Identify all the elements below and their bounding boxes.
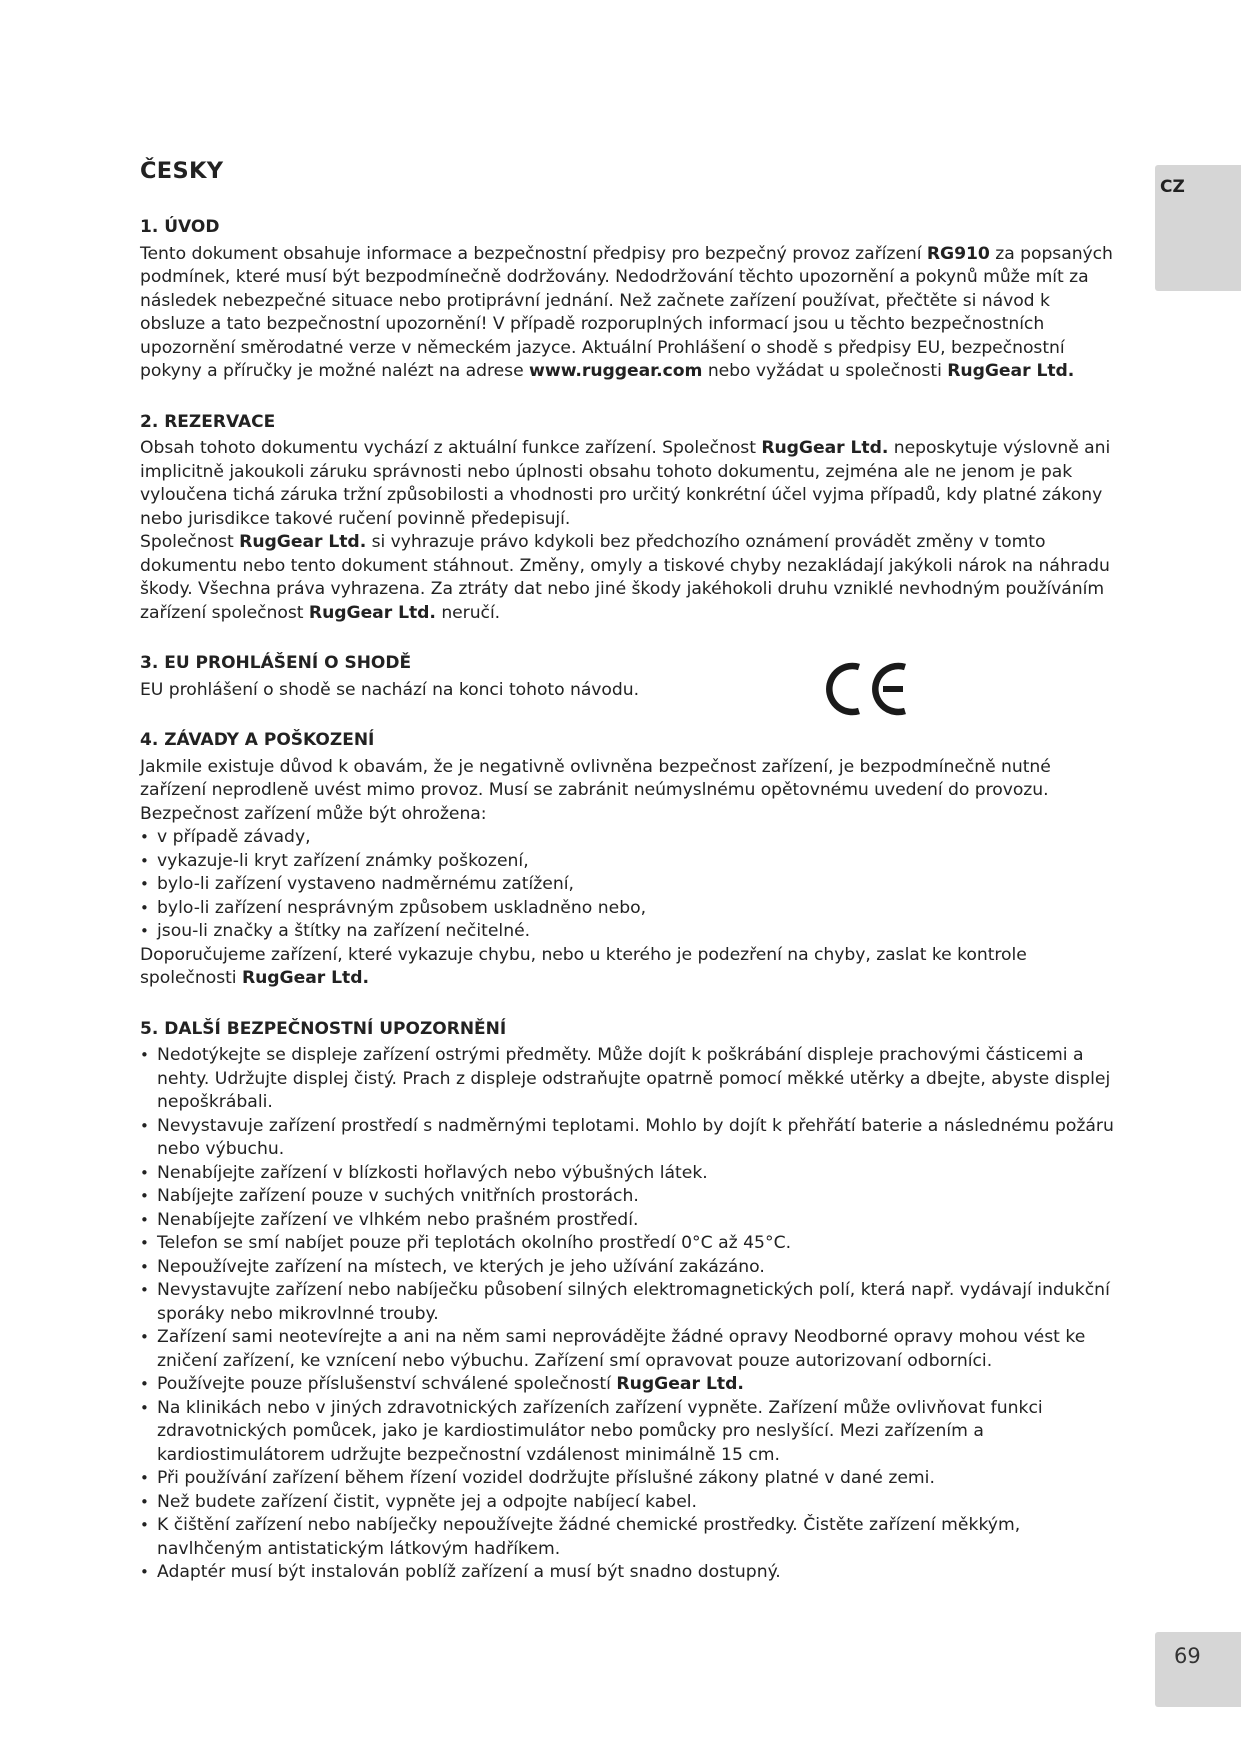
list-item: • Nepoužívejte zařízení na místech, ve kterých je jeho užívání zakázáno. (140, 1256, 1120, 1280)
section-title: 5. DALŠÍ BEZPEČNOSTNÍ UPOZORNĚNÍ (140, 1018, 507, 1039)
list-item: • Nevystavujte zařízení nebo nabíječku působení silných elektromagnetických polí, která např. vydávají indukční sporáky nebo mikrovlnné trouby. (140, 1279, 1120, 1326)
list-item: • Nenabíjejte zařízení ve vlhkém nebo prašném prostředí. (140, 1209, 1120, 1233)
language-tab (1155, 165, 1241, 291)
list-item: • Adaptér musí být instalován poblíž zařízení a musí být snadno dostupný. (140, 1561, 1120, 1585)
list-item: • Při používání zařízení během řízení vozidel dodržujte příslušné zákony platné v dané zemi. (140, 1467, 1120, 1491)
company-name: RugGear Ltd. (761, 438, 889, 458)
list-item: • Na klinikách nebo v jiných zdravotnických zařízeních zařízení vypněte. Zařízení může ovlivňovat funkci zdravotnických pomůcek, jako je kardiostimulátor nebo pomůcky pro neslyšící. Mezi zařízením a kardiostimulátorem udržujte bezpečnostní vzdálenost minimálně 15 cm. (140, 1397, 1120, 1468)
section-defects (140, 729, 1120, 991)
company-name: RugGear Ltd. (308, 602, 436, 623)
list-item: • Používejte pouze příslušenství schválené společností RugGear Ltd. (140, 1373, 1120, 1397)
section-safety (140, 1018, 1120, 1585)
page-number-tab (1155, 1632, 1241, 1707)
section-title: 2. REZERVACE (140, 411, 276, 432)
list-item: • Než budete zařízení čistit, vypněte jej a odpojte nabíjecí kabel. (140, 1491, 1120, 1515)
language-tab-label: CZ (1160, 177, 1185, 197)
company-name: RugGear Ltd. (241, 968, 369, 988)
page-content (140, 158, 1120, 1612)
list-item: • jsou-li značky a štítky na zařízení nečitelné. (140, 920, 1120, 944)
section-intro (140, 216, 1120, 384)
section-title: 3. EU PROHLÁŠENÍ O SHODĚ (140, 653, 412, 673)
company-name: RugGear Ltd. (616, 1374, 744, 1394)
reservation-paragraph-1: Obsah tohoto dokumentu vychází z aktuální funkce zařízení. Společnost RugGear Ltd. neposkytuje výslovně ani implicitně jakoukoli záruku správnosti nebo úplnosti obsahu tohoto dokumentu, zejména ale ne jenom je pak vyloučena tichá záruka tržní způsobilosti a vhodnosti pro určitý konkrétní účel vyjma případů, kdy platné zákony nebo jurisdikce takové ručení povinně předepisují. (140, 438, 1111, 529)
list-item: • Nevystavuje zařízení prostředí s nadměrnými teplotami. Mohlo by dojít k přehřátí baterie a následnému požáru nebo výbuchu. (140, 1115, 1120, 1162)
language-title: ČESKY (140, 158, 224, 184)
list-item: • Telefon se smí nabíjet pouze při teplotách okolního prostředí 0°C až 45°C. (140, 1232, 1120, 1256)
section-title: 4. ZÁVADY A POŠKOZENÍ (140, 730, 375, 750)
defects-paragraph-2: Doporučujeme zařízení, které vykazuje chybu, nebo u kterého je podezření na chyby, zaslat ke kontrole společnosti RugGear Ltd. (140, 944, 1027, 988)
eu-paragraph: EU prohlášení o shodě se nachází na konci tohoto návodu. (140, 679, 640, 700)
company-name: RugGear Ltd. (947, 361, 1075, 381)
section-title: 1. ÚVOD (140, 217, 220, 237)
section-reservation (140, 411, 1120, 626)
list-item: • Zařízení sami neotevírejte a ani na něm sami neprovádějte žádné opravy Neodborné opravy mohou vést ke zničení zařízení, ke vznícení nebo výbuchu. Zařízení smí opravovat pouze autorizovaní odborníci. (140, 1326, 1120, 1373)
list-item: • vykazuje-li kryt zařízení známky poškození, (140, 850, 1120, 874)
list-item: • v případě závady, (140, 826, 1120, 850)
safety-list (140, 1044, 1120, 1585)
company-name: RugGear Ltd. (239, 532, 367, 552)
list-item: • Nabíjejte zařízení pouze v suchých vnitřních prostorách. (140, 1185, 1120, 1209)
website-link: www.ruggear.com (529, 361, 703, 381)
page-number: 69 (1174, 1644, 1201, 1668)
list-item: • K čištění zařízení nebo nabíječky nepoužívejte žádné chemické prostředky. Čistěte zařízení měkkým, navlhčeným antistatickým látkovým hadříkem. (140, 1514, 1120, 1561)
list-item: • bylo-li zařízení nesprávným způsobem uskladněno nebo, (140, 897, 1120, 921)
list-item: • Nenabíjejte zařízení v blízkosti hořlavých nebo výbušných látek. (140, 1162, 1120, 1186)
list-item: • bylo-li zařízení vystaveno nadměrnému zatížení, (140, 873, 1120, 897)
model-name: RG910 (926, 243, 990, 264)
defects-paragraph-1: Jakmile existuje důvod k obavám, že je negativně ovlivněna bezpečnost zařízení, je bezpodmínečně nutné zařízení neprodleně uvést mimo provoz. Musí se zabránit neúmyslnému opětovnému uvedení do provozu. Bezpečnost zařízení může být ohrožena: (140, 756, 1051, 824)
section-eu-declaration (140, 652, 1120, 702)
list-item: • Nedotýkejte se displeje zařízení ostrými předměty. Může dojít k poškrábání displeje prachovými částicemi a nehty. Udržujte displej čistý. Prach z displeje odstraňujte opatrně pomocí měkké utěrky a dbejte, abyste displej nepoškrábali. (140, 1044, 1120, 1115)
reservation-paragraph-2: Společnost RugGear Ltd. si vyhrazuje právo kdykoli bez předchozího oznámení provádět změny v tomto dokumentu nebo tento dokument stáhnout. Změny, omyly a tiskové chyby nezakládají jakýkoli nárok na náhradu škody. Všechna práva vyhrazena. Za ztráty dat nebo jiné škody jakéhokoli druhu vzniklé nevhodným používáním zařízení společnost RugGear Ltd. neručí. (140, 532, 1110, 623)
defects-list (140, 826, 1120, 944)
intro-paragraph: Tento dokument obsahuje informace a bezpečnostní předpisy pro bezpečný provoz zařízení RG910 za popsaných podmínek, které musí být bezpodmínečně dodržovány. Nedodržování těchto upozornění a pokynů může mít za následek nebezpečné situace nebo protiprávní jednání. Než začnete zařízení používat, přečtěte si návod k obsluze a tato bezpečnostní upozornění! V případě rozporuplných informací jsou u těchto bezpečnostních upozornění směrodatné verze v německém jazyce. Aktuální Prohlášení o shodě s předpisy EU, bezpečnostní pokyny a příručky je možné nalézt na adrese www.ruggear.com nebo vyžádat u společnosti RugGear Ltd. (140, 243, 1113, 381)
